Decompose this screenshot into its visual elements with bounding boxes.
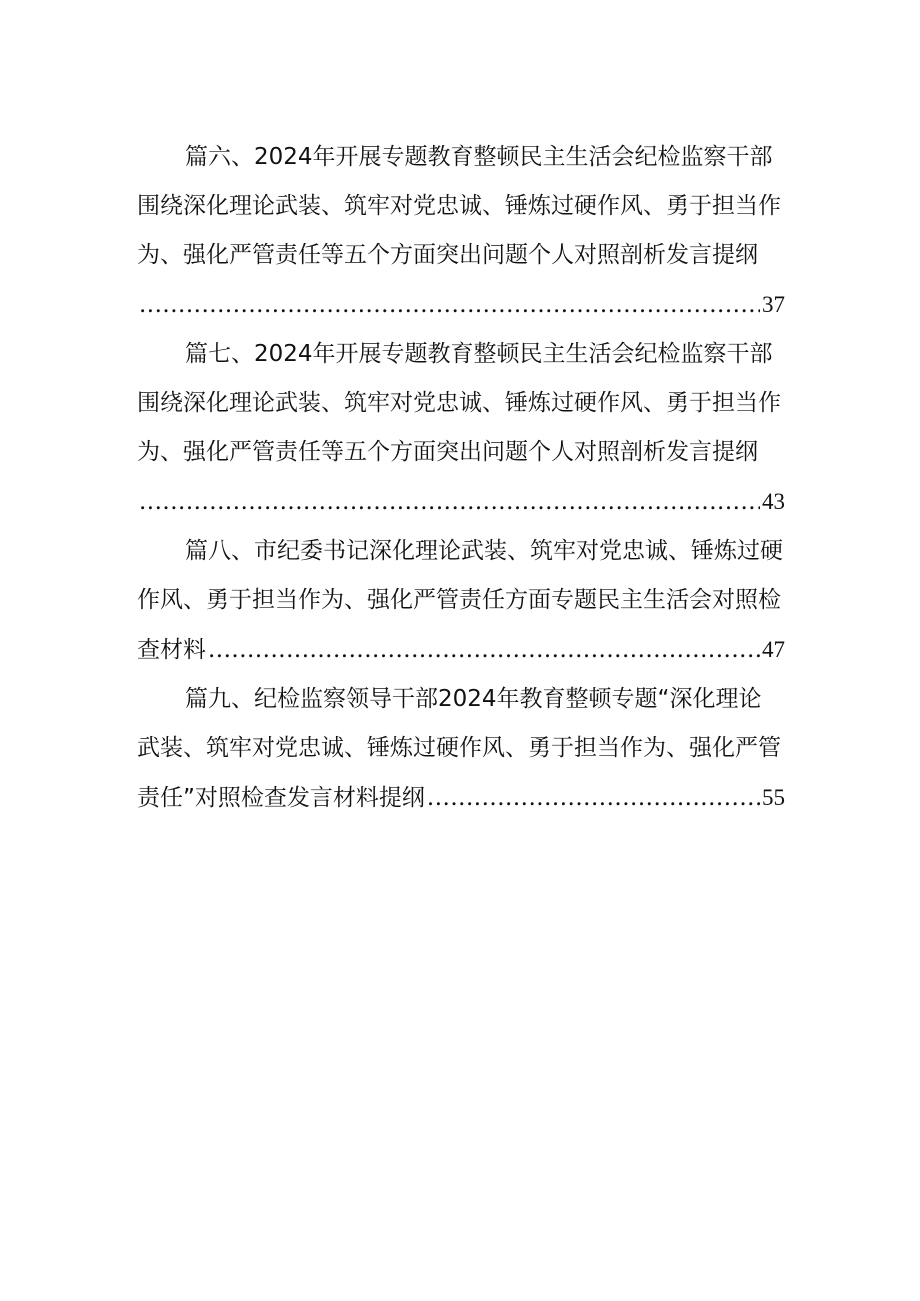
- toc-entry[interactable]: [137, 675, 785, 822]
- toc-leader-line: [137, 773, 785, 822]
- toc-entry-line: 作风、勇于担当作为、强化严管责任方面专题民主生活会对照检: [137, 587, 781, 613]
- dot-leader: [139, 281, 760, 330]
- toc-page-number: 43: [762, 489, 785, 514]
- toc-leader-line: [137, 625, 785, 674]
- toc-page-number: 55: [762, 785, 785, 810]
- toc-entry-line: 为、强化严管责任等五个方面突出问题个人对照剖析发言提纲: [137, 242, 758, 268]
- toc-entry[interactable]: [137, 133, 785, 329]
- toc-page-number: 47: [762, 637, 785, 662]
- toc-entry-tail: 责任”对照检查发言材料提纲: [137, 785, 425, 811]
- dot-leader: [427, 774, 760, 823]
- toc-entry[interactable]: [137, 330, 785, 526]
- toc-entry-line: 围绕深化理论武装、筑牢对党忠诚、锤炼过硬作风、勇于担当作: [137, 390, 781, 416]
- toc-leader-line: [137, 280, 785, 329]
- toc-page-number: 37: [762, 292, 785, 317]
- toc-leader-line: [137, 477, 785, 526]
- toc-entry-tail: 查材料: [137, 637, 206, 663]
- toc-entry-line: 篇八、市纪委书记深化理论武装、筑牢对党忠诚、锤炼过硬: [185, 538, 783, 564]
- toc-entry-line: 篇九、纪检监察领导干部2024年教育整顿专题“深化理论: [185, 686, 762, 712]
- toc-entry-line: 围绕深化理论武装、筑牢对党忠诚、锤炼过硬作风、勇于担当作: [137, 193, 781, 219]
- dot-leader: [208, 626, 760, 675]
- toc-entry[interactable]: [137, 527, 785, 674]
- dot-leader: [139, 478, 760, 527]
- toc-entry-line: 武装、筑牢对党忠诚、锤炼过硬作风、勇于担当作为、强化严管: [137, 735, 781, 761]
- toc-entry-line: 为、强化严管责任等五个方面突出问题个人对照剖析发言提纲: [137, 439, 758, 465]
- toc-entry-line: 篇六、2024年开展专题教育整顿民主生活会纪检监察干部: [185, 144, 773, 170]
- toc-entry-line: 篇七、2024年开展专题教育整顿民主生活会纪检监察干部: [185, 341, 773, 367]
- toc-page: [137, 133, 785, 823]
